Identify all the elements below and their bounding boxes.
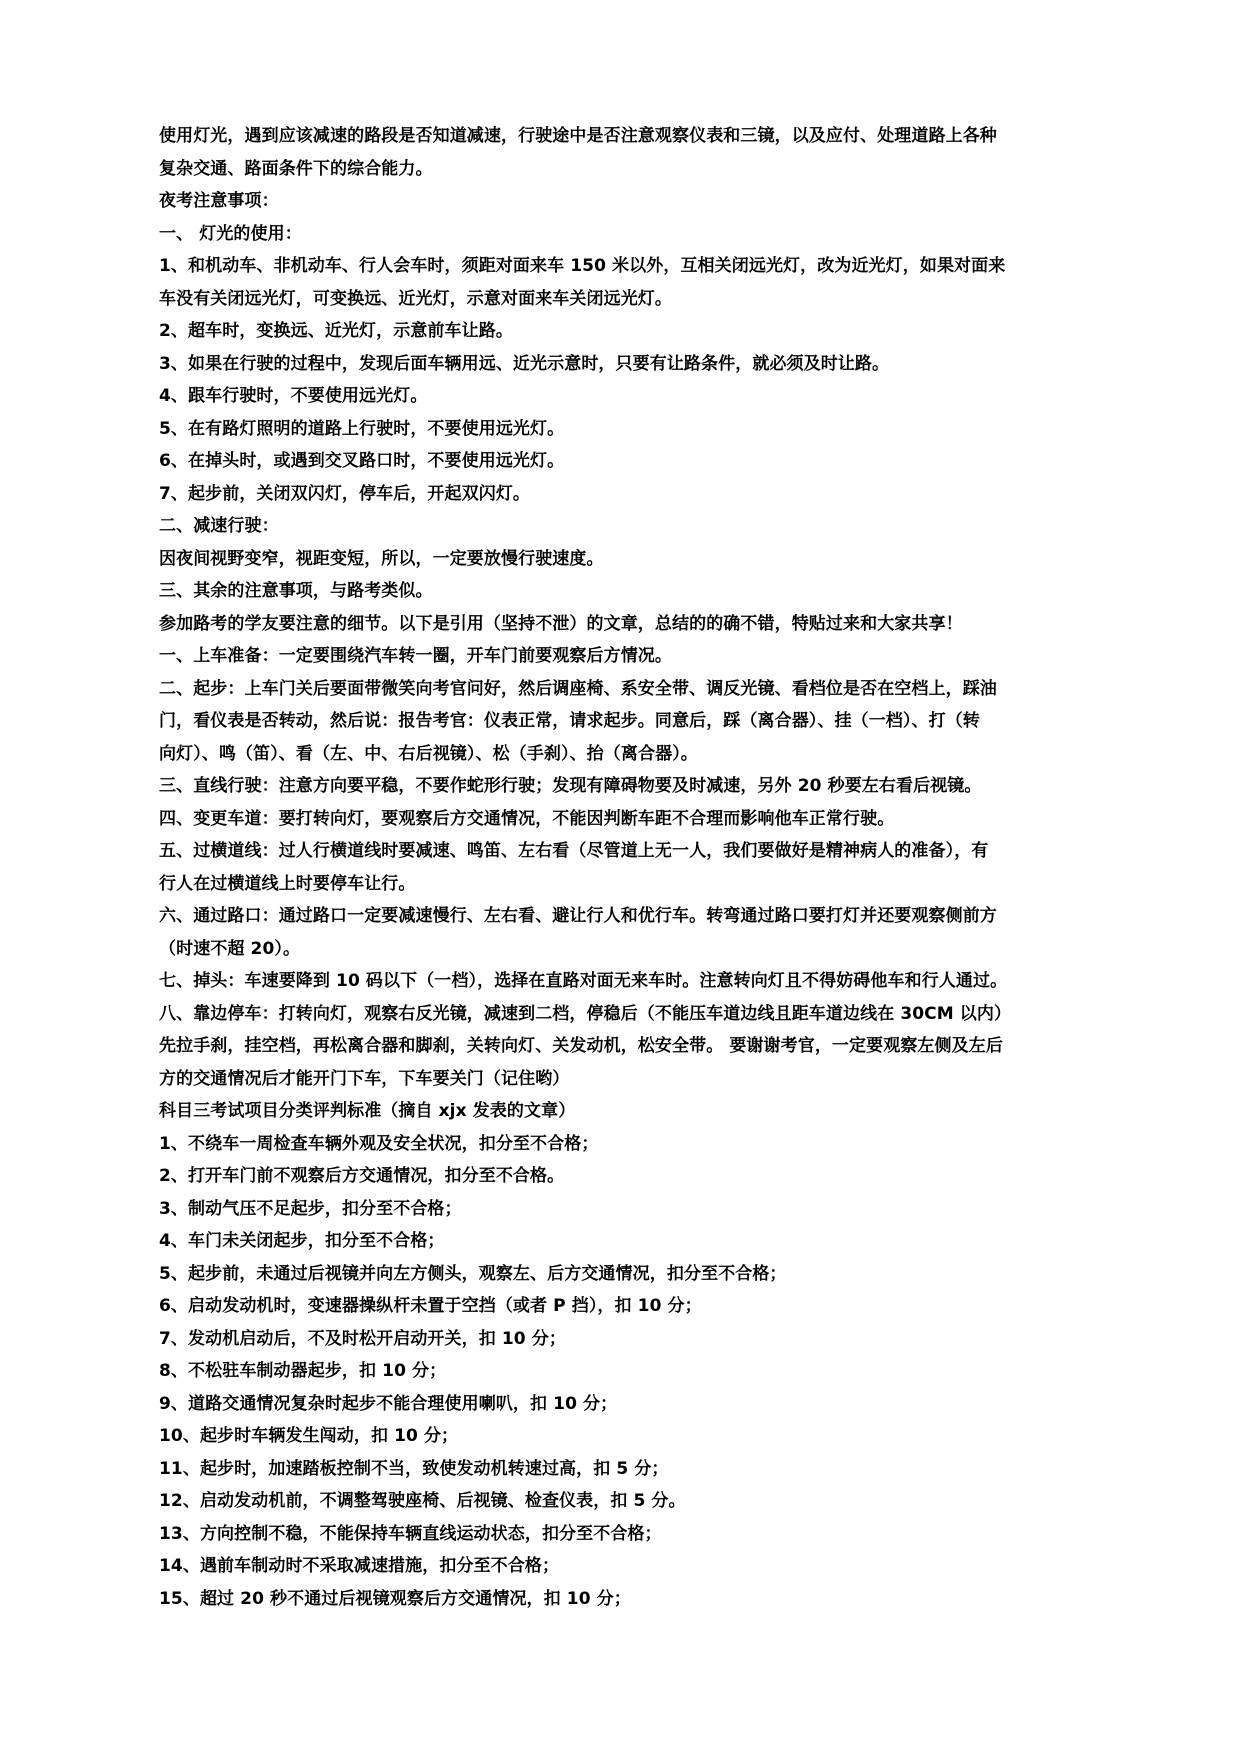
text-line: 门，看仪表是否转动，然后说：报告考官：仪表正常，请求起步。同意后，踩（离合器）、挂（一档）、打（转 <box>159 711 980 731</box>
text-line: 使用灯光，遇到应该减速的路段是否知道减速，行驶途中是否注意观察仪表和三镜，以及应付、处理道路上各种 <box>159 126 997 146</box>
list-item: 9、道路交通情况复杂时起步不能合理使用喇叭，扣 10 分； <box>159 1393 618 1414</box>
list-item: 3、如果在行驶的过程中，发现后面车辆用远、近光示意时，只要有让路条件，就必须及时让路。 <box>159 353 890 374</box>
list-item: 4、跟车行驶时，不要使用远光灯。 <box>159 386 428 406</box>
text-line: 复杂交通、路面条件下的综合能力。 <box>159 158 433 179</box>
list-item: 6、在掉头时，或遇到交叉路口时，不要使用远光灯。 <box>159 451 565 471</box>
list-item: 2、打开车门前不观察后方交通情况，扣分至不合格。 <box>159 1166 565 1186</box>
list-item: 14、遇前车制动时不采取减速措施，扣分至不合格； <box>159 1556 560 1576</box>
list-item: 4、车门未关闭起步，扣分至不合格； <box>159 1231 445 1251</box>
text-line: 先拉手刹，挂空档，再松离合器和脚刹，关转向灯、关发动机，松安全带。 要谢谢考官，一定要观察左侧及左后 <box>159 1036 1003 1056</box>
list-item: 五、过横道线：过人行横道线时要减速、鸣笛、左右看（尽管道上无一人，我们要做好是精神病人的准备），有 <box>159 841 989 861</box>
list-item: 7、发动机启动后，不及时松开启动开关，扣 10 分； <box>159 1328 566 1349</box>
list-item: 10、起步时车辆发生闯动，扣 10 分； <box>159 1426 459 1446</box>
list-item: 3、制动气压不足起步，扣分至不合格； <box>159 1198 462 1219</box>
list-item: 二、起步：上车门关后要面带微笑向考官问好，然后调座椅、系安全带、调反光镜、看档位是否在空档上，踩油 <box>159 678 997 699</box>
text-line: （时速不超 20）。 <box>159 938 301 959</box>
list-item: 四、变更车道：要打转向灯，要观察后方交通情况，不能因判断车距不合理而影响他车正常行驶。 <box>159 808 895 829</box>
text-line: 向灯）、鸣（笛）、看（左、中、右后视镜）、松（手刹）、抬（离合器）。 <box>159 743 698 764</box>
section-heading: 二、减速行驶： <box>159 516 279 536</box>
text-line: 方的交通情况后才能开门下车，下车要关门（记住哟） <box>159 1068 570 1089</box>
section-heading: 科目三考试项目分类评判标准（摘自 xjx 发表的文章） <box>159 1101 576 1121</box>
section-heading: 一、 灯光的使用： <box>159 223 302 244</box>
list-item: 2、超车时，变换远、近光灯，示意前车让路。 <box>159 321 513 341</box>
text-line: 行人在过横道线上时要停车让行。 <box>159 873 416 894</box>
list-item: 8、不松驻车制动器起步，扣 10 分； <box>159 1361 447 1381</box>
text-line: 车没有关闭远光灯，可变换远、近光灯，示意对面来车关闭远光灯。 <box>159 288 672 309</box>
list-item: 1、不绕车一周检查车辆外观及安全状况，扣分至不合格； <box>159 1133 599 1154</box>
list-item: 八、靠边停车：打转向灯，观察右反光镜，减速到二档，停稳后（不能压车道边线且距车道边线在 30CM 以内） <box>159 1003 1012 1024</box>
list-item: 七、掉头：车速要降到 10 码以下（一档），选择在直路对面无来车时。注意转向灯且不得妨碍他车和行人通过。 <box>159 971 1008 991</box>
list-item: 5、在有路灯照明的道路上行驶时，不要使用远光灯。 <box>159 418 565 439</box>
list-item: 12、启动发动机前，不调整驾驶座椅、后视镜、检查仪表，扣 5 分。 <box>159 1491 686 1511</box>
text-line: 参加路考的学友要注意的细节。以下是引用（坚持不泄）的文章，总结的的确不错，特贴过来和大家共享！ <box>159 613 963 634</box>
list-item: 7、起步前，关闭双闪灯，停车后，开起双闪灯。 <box>159 483 531 504</box>
text-line: 因夜间视野变窄，视距变短，所以，一定要放慢行驶速度。 <box>159 548 604 569</box>
section-heading: 三、其余的注意事项，与路考类似。 <box>159 581 433 601</box>
list-item: 5、起步前，未通过后视镜并向左方侧头，观察左、后方交通情况，扣分至不合格； <box>159 1263 787 1284</box>
list-item: 三、直线行驶：注意方向要平稳，不要作蛇形行驶；发现有障碍物要及时减速，另外 20 秒要左右看后视镜。 <box>159 776 982 796</box>
list-item: 13、方向控制不稳，不能保持车辆直线运动状态，扣分至不合格； <box>159 1523 662 1544</box>
list-item: 11、起步时，加速踏板控制不当，致使发动机转速过高，扣 5 分； <box>159 1458 669 1479</box>
section-heading: 夜考注意事项： <box>159 191 279 211</box>
list-item: 6、启动发动机时，变速器操纵杆未置于空挡（或者 P 挡），扣 10 分； <box>159 1296 702 1316</box>
document-page <box>159 120 1099 1615</box>
list-item: 一、上车准备：一定要围绕汽车转一圈，开车门前要观察后方情况。 <box>159 646 672 666</box>
list-item: 1、和机动车、非机动车、行人会车时，须距对面来车 150 米以外，互相关闭远光灯，改为近光灯，如果对面来 <box>159 256 1006 276</box>
list-item: 15、超过 20 秒不通过后视镜观察后方交通情况，扣 10 分； <box>159 1588 631 1609</box>
list-item: 六、通过路口：通过路口一定要减速慢行、左右看、避让行人和优行车。转弯通过路口要打灯并还要观察侧前方 <box>159 906 997 926</box>
